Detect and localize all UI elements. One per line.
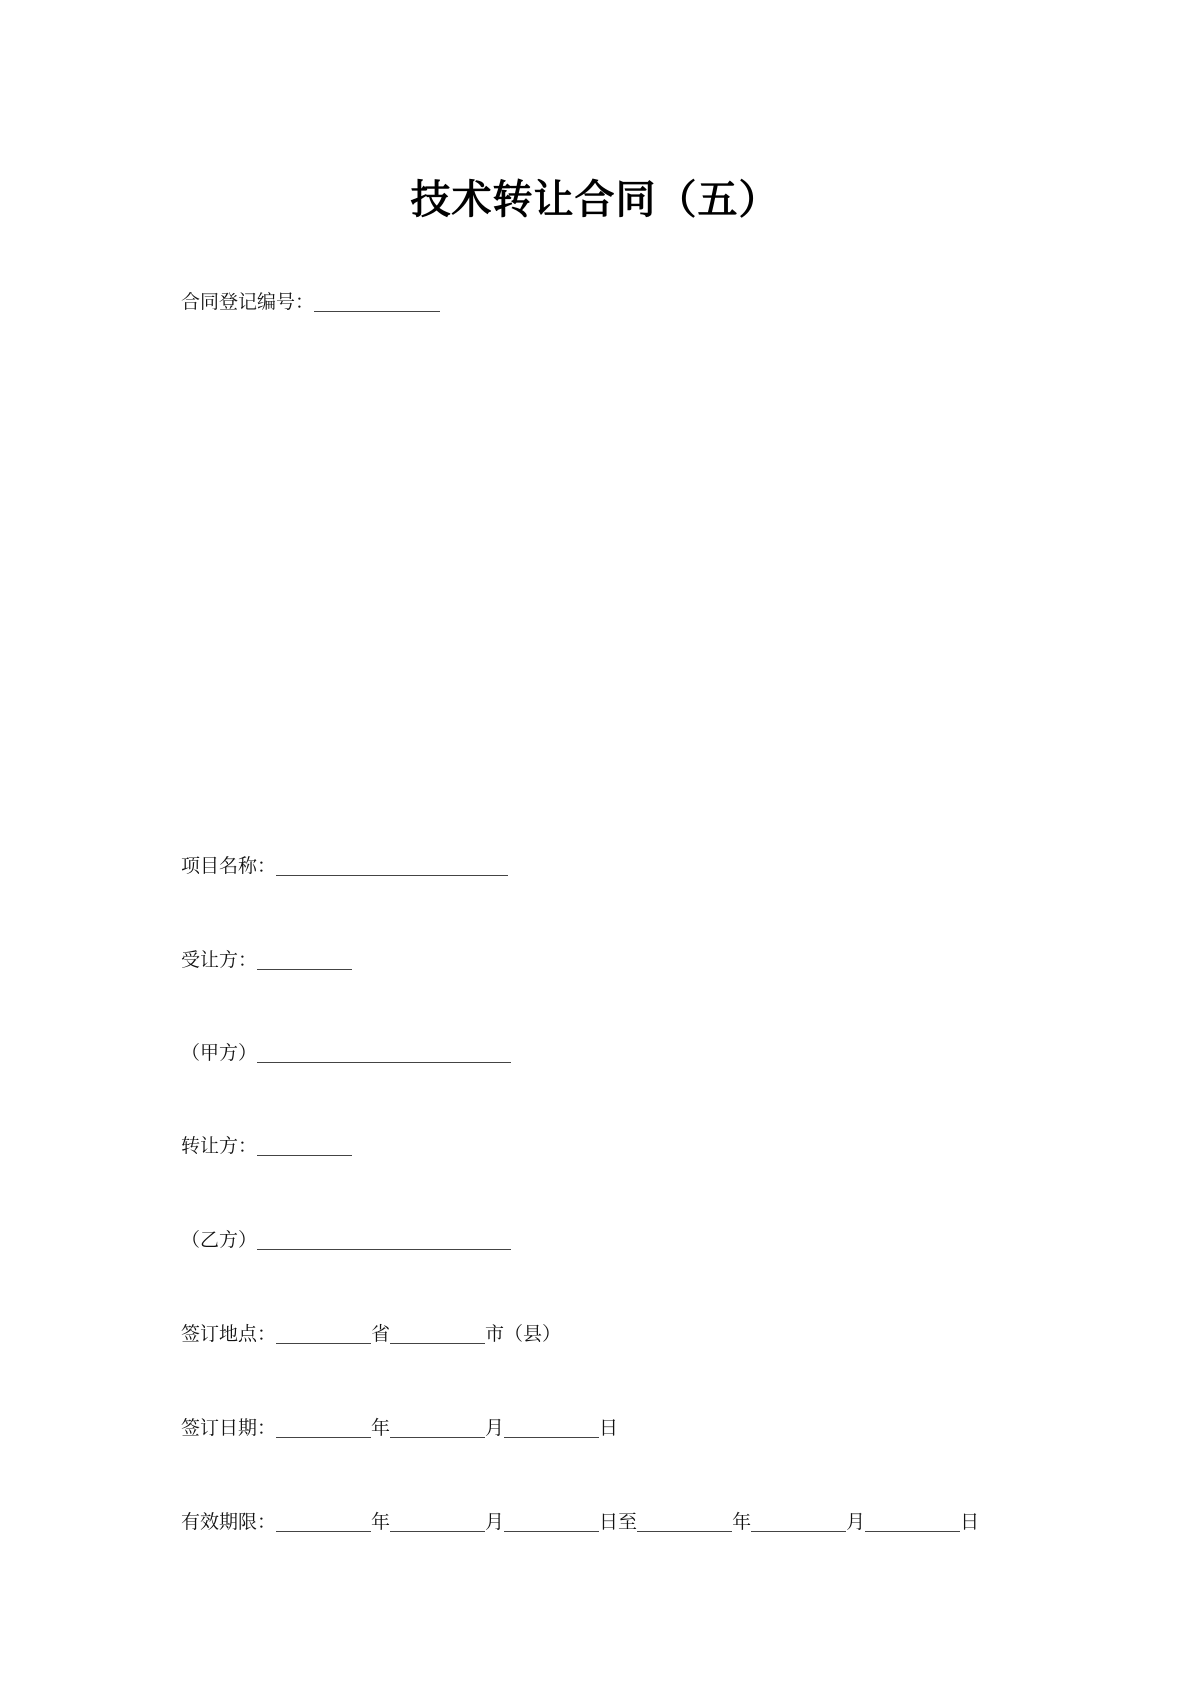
validity-start-day-field[interactable] (504, 1511, 599, 1532)
validity-end-day-field[interactable] (865, 1511, 960, 1532)
party-b-row (181, 1228, 511, 1252)
validity-end-year-field[interactable] (637, 1511, 732, 1532)
signing-place-row (181, 1322, 561, 1346)
project-name-row (181, 854, 508, 878)
project-name-label: 项目名称： (181, 855, 277, 877)
year-suffix: 年 (732, 1511, 752, 1533)
signing-place-label: 签订地点： (181, 1323, 277, 1345)
city-field[interactable] (390, 1323, 485, 1344)
party-b-field[interactable] (257, 1229, 511, 1250)
year-suffix: 年 (371, 1511, 391, 1533)
validity-row (181, 1510, 979, 1534)
validity-label: 有效期限： (181, 1511, 277, 1533)
signing-day-field[interactable] (504, 1417, 599, 1438)
transferee-label: 受让方： (181, 949, 258, 971)
signing-date-row (181, 1416, 618, 1440)
province-field[interactable] (276, 1323, 371, 1344)
city-suffix: 市（县） (485, 1323, 562, 1345)
transferee-row (181, 948, 352, 972)
day-suffix: 日 (960, 1511, 980, 1533)
transferor-field[interactable] (257, 1135, 352, 1156)
transferor-label: 转让方： (181, 1135, 258, 1157)
transferee-field[interactable] (257, 949, 352, 970)
party-b-label: （乙方） (181, 1229, 258, 1251)
day-to-suffix: 日至 (599, 1511, 638, 1533)
registration-number-label: 合同登记编号： (181, 291, 315, 313)
signing-year-field[interactable] (276, 1417, 371, 1438)
project-name-field[interactable] (276, 855, 508, 876)
month-suffix: 月 (485, 1511, 505, 1533)
party-a-row (181, 1041, 511, 1065)
party-a-label: （甲方） (181, 1042, 258, 1064)
month-suffix: 月 (846, 1511, 866, 1533)
validity-start-month-field[interactable] (390, 1511, 485, 1532)
month-suffix: 月 (485, 1417, 505, 1439)
signing-month-field[interactable] (390, 1417, 485, 1438)
province-suffix: 省 (371, 1323, 391, 1345)
year-suffix: 年 (371, 1417, 391, 1439)
validity-end-month-field[interactable] (751, 1511, 846, 1532)
signing-date-label: 签订日期： (181, 1417, 277, 1439)
validity-start-year-field[interactable] (276, 1511, 371, 1532)
registration-number-row (181, 290, 440, 314)
party-a-field[interactable] (257, 1042, 511, 1063)
registration-number-field[interactable] (314, 291, 440, 312)
transferor-row (181, 1134, 352, 1158)
document-title: 技术转让合同（五） (410, 176, 780, 223)
day-suffix: 日 (599, 1417, 619, 1439)
